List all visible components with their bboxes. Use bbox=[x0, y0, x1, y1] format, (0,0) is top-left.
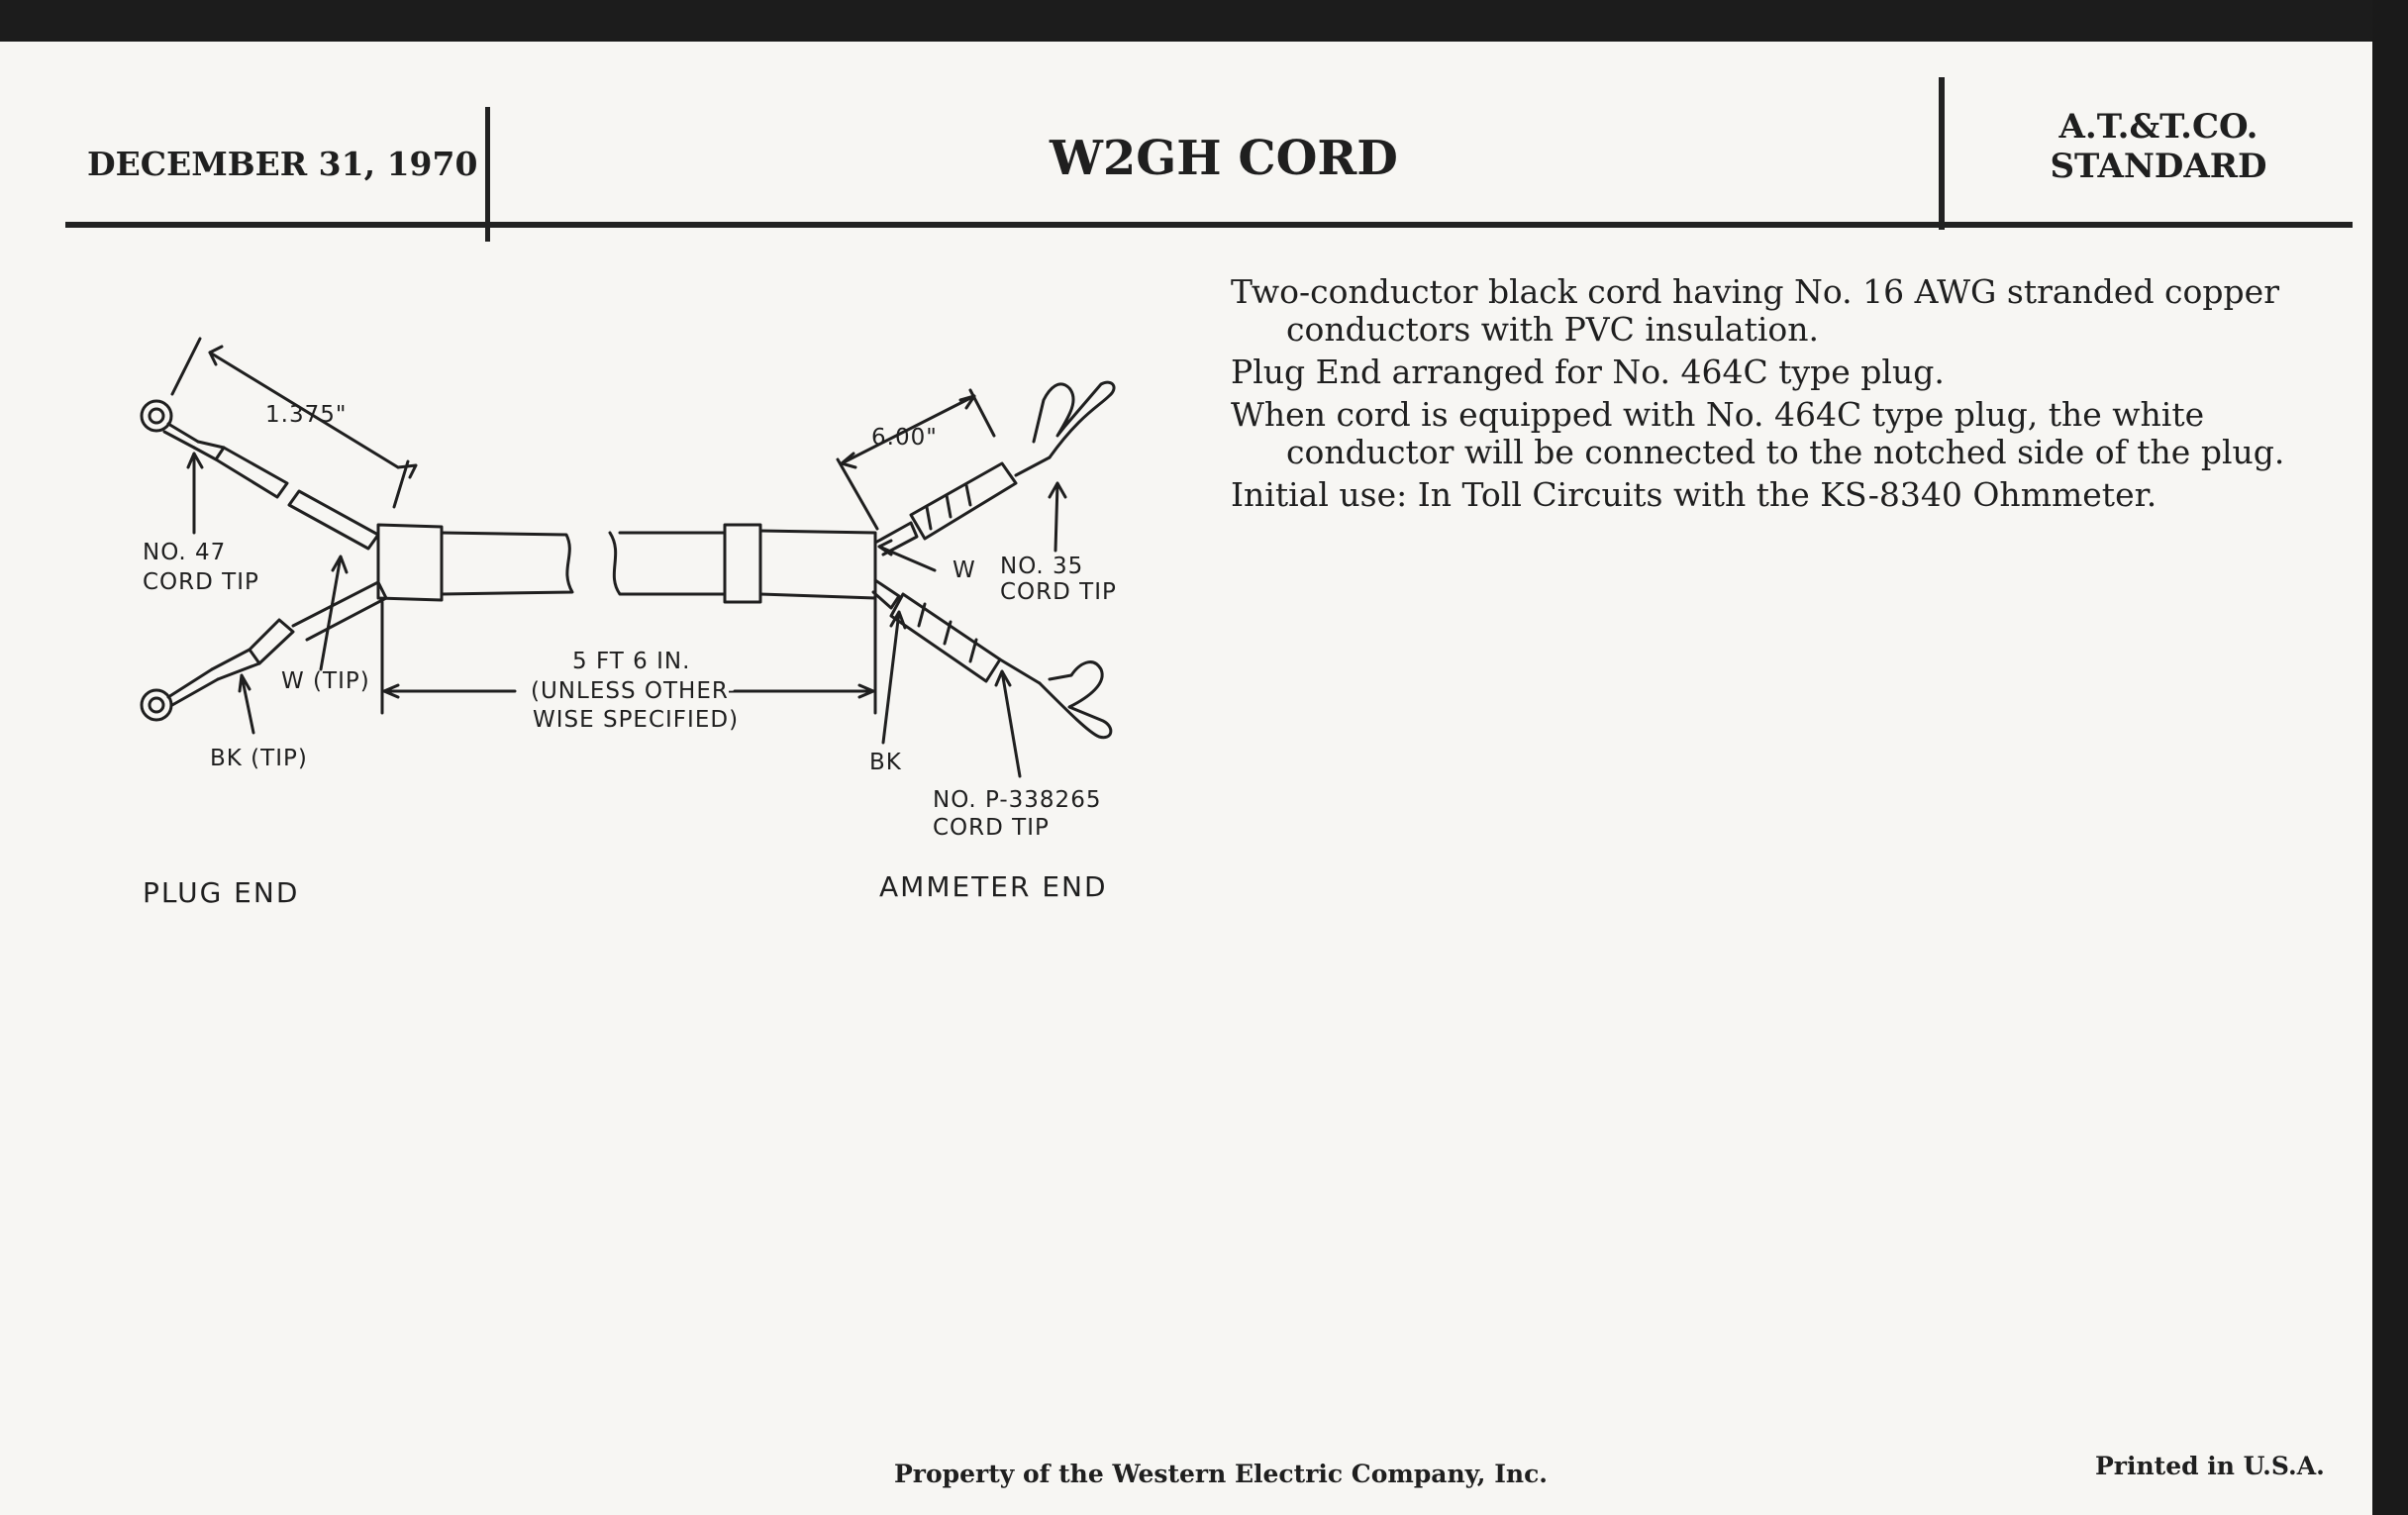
no35-line-1: NO. 35 bbox=[1000, 554, 1084, 579]
description-paragraph: Two-conductor black cord having No. 16 AWG stranded copper conductors with PVC insulation. bbox=[1231, 272, 2279, 349]
dim-breakout-label: 6.00" bbox=[871, 425, 938, 451]
ammeter-end-jacket bbox=[610, 525, 875, 602]
plug-tip-line-1: NO. 47 bbox=[143, 540, 227, 565]
footer-property: Property of the Western Electric Company, Inc. bbox=[894, 1460, 1549, 1488]
bk-conductor-label: BK bbox=[869, 750, 902, 775]
no35-line-2: CORD TIP bbox=[1000, 579, 1117, 605]
lower-ring-tip bbox=[142, 582, 386, 720]
standard-line-2: STANDARD bbox=[2050, 147, 2267, 186]
description-paragraph: Initial use: In Toll Circuits with the KS-8340 Ohmmeter. bbox=[1231, 475, 2157, 514]
plug-end-boot bbox=[378, 525, 572, 600]
upper-spade-tip bbox=[875, 382, 1114, 555]
description-paragraph: When cord is equipped with No. 464C type plug, the white conductor will be connected to the notched side of the plug. bbox=[1231, 395, 2285, 471]
plug-end-label: PLUG END bbox=[143, 876, 300, 909]
plug-tip-line-2: CORD TIP bbox=[143, 569, 259, 595]
p338265-line-1: NO. P-338265 bbox=[933, 787, 1102, 813]
w-conductor-label: W bbox=[953, 557, 976, 583]
bk-tip-label: BK (TIP) bbox=[210, 746, 308, 771]
issue-date: DECEMBER 31, 1970 bbox=[87, 145, 478, 183]
length-line-2: (UNLESS OTHER- bbox=[531, 678, 738, 704]
standard-line-1: A.T.&T.CO. bbox=[2058, 107, 2258, 147]
dimension-600 bbox=[838, 390, 994, 529]
footer-printed: Printed in U.S.A. bbox=[2095, 1452, 2325, 1480]
length-line-1: 5 FT 6 IN. bbox=[572, 649, 691, 674]
ammeter-end-label: AMMETER END bbox=[879, 870, 1108, 903]
description-paragraph: Plug End arranged for No. 464C type plug. bbox=[1231, 353, 1945, 391]
w-tip-label: W (TIP) bbox=[281, 668, 370, 694]
page-title: W2GH CORD bbox=[1050, 131, 1398, 186]
p338265-line-2: CORD TIP bbox=[933, 815, 1050, 841]
length-line-3: WISE SPECIFIED) bbox=[533, 707, 740, 733]
dim-tip-length-label: 1.375" bbox=[265, 402, 348, 428]
